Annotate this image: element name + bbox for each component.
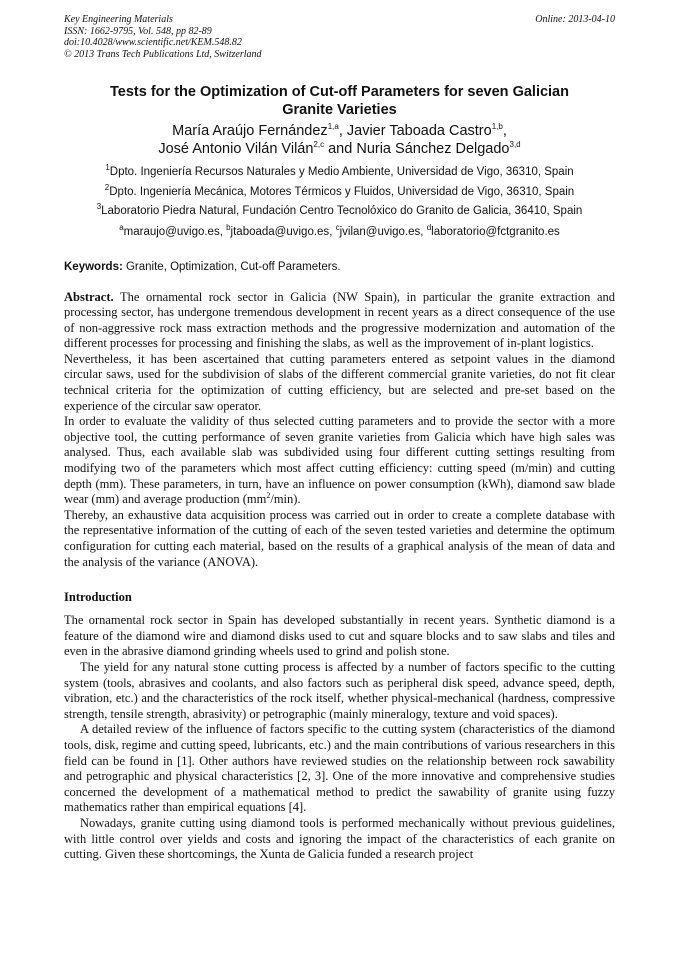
affiliation-2 xyxy=(64,183,615,203)
keywords xyxy=(64,260,615,275)
abstract-text: /min). xyxy=(270,492,301,507)
author-name: José Antonio Vilán Vilán xyxy=(158,141,314,157)
author-superscript: 1,a xyxy=(327,122,339,132)
keywords-label: Keywords: xyxy=(64,260,123,273)
intro-paragraph: The yield for any natural stone cutting process is affected by a number of factors specific to the cutting system (tools, abrasives and coolants, and also factors such as peripheral disk speed, advance speed, depth, vibration, etc.) and the characteristics of the rock itself, whether physical-mechanical (hardness, compressive strength, tensile strength, abrasivity) or petrographic (mainly mineralogy, texture and void spaces). xyxy=(64,659,615,721)
email-separator: , xyxy=(420,225,427,238)
author-name: Nuria Sánchez Delgado xyxy=(356,141,510,157)
unit-superscript: 2 xyxy=(266,491,271,501)
abstract-label: Abstract. xyxy=(64,289,114,304)
authors-line-2 xyxy=(64,140,615,158)
copyright-line: © 2013 Trans Tech Publications Ltd, Switzerland xyxy=(64,48,262,60)
doi-line: doi:10.4028/www.scientific.net/KEM.548.82 xyxy=(64,37,242,48)
affiliation-list xyxy=(64,163,615,222)
affiliation-number: 1 xyxy=(105,163,110,173)
keywords-text: Granite, Optimization, Cut-off Parameters. xyxy=(122,260,341,273)
affiliation-1 xyxy=(64,163,615,183)
author-superscript: 2,c xyxy=(313,140,325,150)
abstract-paragraph xyxy=(64,290,615,352)
online-date: Online: 2013-04-10 xyxy=(535,14,615,25)
author-list xyxy=(64,122,615,158)
affiliation-3 xyxy=(64,202,615,222)
author-separator: , xyxy=(338,123,347,139)
intro-paragraph: A detailed review of the influence of factors specific to the cutting system (characteristics of the diamond tools, disk, regime and cutting speed, lubricants, etc.) and the main contributions of various researchers in this field can be found in [1]. Other authors have reviewed studies on the relationship between rock sawability and petrographic and physical characteristics [2, 3]. One of the more innovative and comprehensive studies concerned the development of a mathematical method to predict the sawability of granite using fuzzy mathematics rather than empirical equations [4]. xyxy=(64,722,615,815)
title-line-1: Tests for the Optimization of Cut-off Parameters for seven Galician xyxy=(110,84,569,100)
affiliation-number: 3 xyxy=(96,202,102,212)
affiliation-text: Laboratorio Piedra Natural, Fundación Centro Tecnolóxico do Granito de Galicia, 36410, Spain xyxy=(101,205,583,217)
abstract-paragraph xyxy=(64,414,615,508)
abstract xyxy=(64,290,615,571)
email-address[interactable]: jvilan@uvigo.es xyxy=(339,225,421,238)
email-list xyxy=(64,224,615,240)
author-conjunction: and xyxy=(324,141,357,157)
affiliation-number: 2 xyxy=(104,182,110,192)
author-name: Javier Taboada Castro xyxy=(346,123,492,139)
email-marker: d xyxy=(426,222,432,232)
email-separator: , xyxy=(219,225,227,238)
intro-paragraph: The ornamental rock sector in Spain has developed substantially in recent years. Synthetic diamond is a feature of the diamond wire and diamond disks used to cut and square blocks and to saw slabs and tiles and even in the abrasive diamond grinding wheels used to grind and polish stone. xyxy=(64,613,615,659)
introduction-section xyxy=(64,613,615,863)
journal-name: Key Engineering Materials xyxy=(64,14,173,25)
abstract-text: In order to evaluate the validity of thus selected cutting parameters and to provide the sector with a more objective tool, the cutting performance of seven granite varieties from Galicia which have high sales was analysed. Thus, each available slab was subdivided using four different cutting settings resulting from modifying two of the parameters which most affect cutting efficiency: cutting speed (m/min) and cutting depth (mm). These parameters, in turn, have an influence on power consumption (kWh), diamond saw blade wear (mm) and average production (mm xyxy=(64,414,615,507)
email-separator: , xyxy=(329,225,336,238)
journal-header xyxy=(64,14,615,60)
intro-paragraph: Nowadays, granite cutting using diamond tools is performed mechanically without previous guidelines, with little control over yields and costs and ignoring the impact of the characteristics of each granite on cutting. Given these shortcomings, the Xunta de Galicia funded a research project xyxy=(64,815,615,862)
abstract-text: The ornamental rock sector in Galicia (NW Spain), in particular the granite extraction and processing sector, has undergone tremendous development in recent years as a direct consequence of the use of non-aggressive rock mass extraction methods and the progressive modernization and automation of the different processes for processing and finishing the slabs, as well as the improvement of in-plant logistics. xyxy=(64,289,615,351)
email-marker: c xyxy=(335,222,340,232)
paper-title xyxy=(64,83,615,119)
email-marker: a xyxy=(119,222,124,232)
author-superscript: 1,b xyxy=(491,122,503,132)
title-line-2: Granite Varieties xyxy=(282,102,397,118)
abstract-paragraph: Thereby, an exhaustive data acquisition process was carried out in order to create a complete database with the representative information of the cutting of each of the seven tested varieties and determine the optimum configuration for cutting each material, based on the results of a graphical analysis of the mean of data and the analysis of the variance (ANOVA). xyxy=(64,507,615,569)
abstract-paragraph: Nevertheless, it has been ascertained that cutting parameters entered as setpoint values in the diamond circular saws, used for the subdivision of slabs of the different commercial granite varieties, do not fit clear technical criteria for the optimization of cutting efficiency, but are selected and pre-set based on the experience of the circular saw operator. xyxy=(64,351,615,413)
email-address[interactable]: jtaboada@uvigo.es xyxy=(230,225,330,238)
email-marker: b xyxy=(226,222,231,232)
author-separator: , xyxy=(502,123,507,139)
affiliation-text: Dpto. Ingeniería Mecánica, Motores Térmicos y Fluidos, Universidad de Vigo, 36310, Spain xyxy=(109,185,575,198)
author-name: María Araújo Fernández xyxy=(172,123,328,139)
affiliation-text: Dpto. Ingeniería Recursos Naturales y Medio Ambiente, Universidad de Vigo, 36310, Spain xyxy=(109,166,574,178)
paper-page xyxy=(64,14,615,863)
author-superscript: 3,d xyxy=(509,140,521,150)
authors-line-1 xyxy=(64,122,615,140)
email-address[interactable]: maraujo@uvigo.es xyxy=(123,225,220,238)
issn-line: ISSN: 1662-9795, Vol. 548, pp 82-89 xyxy=(64,25,212,37)
section-heading-introduction: Introduction xyxy=(64,590,132,605)
email-address[interactable]: laboratorio@fctgranito.es xyxy=(431,225,560,238)
